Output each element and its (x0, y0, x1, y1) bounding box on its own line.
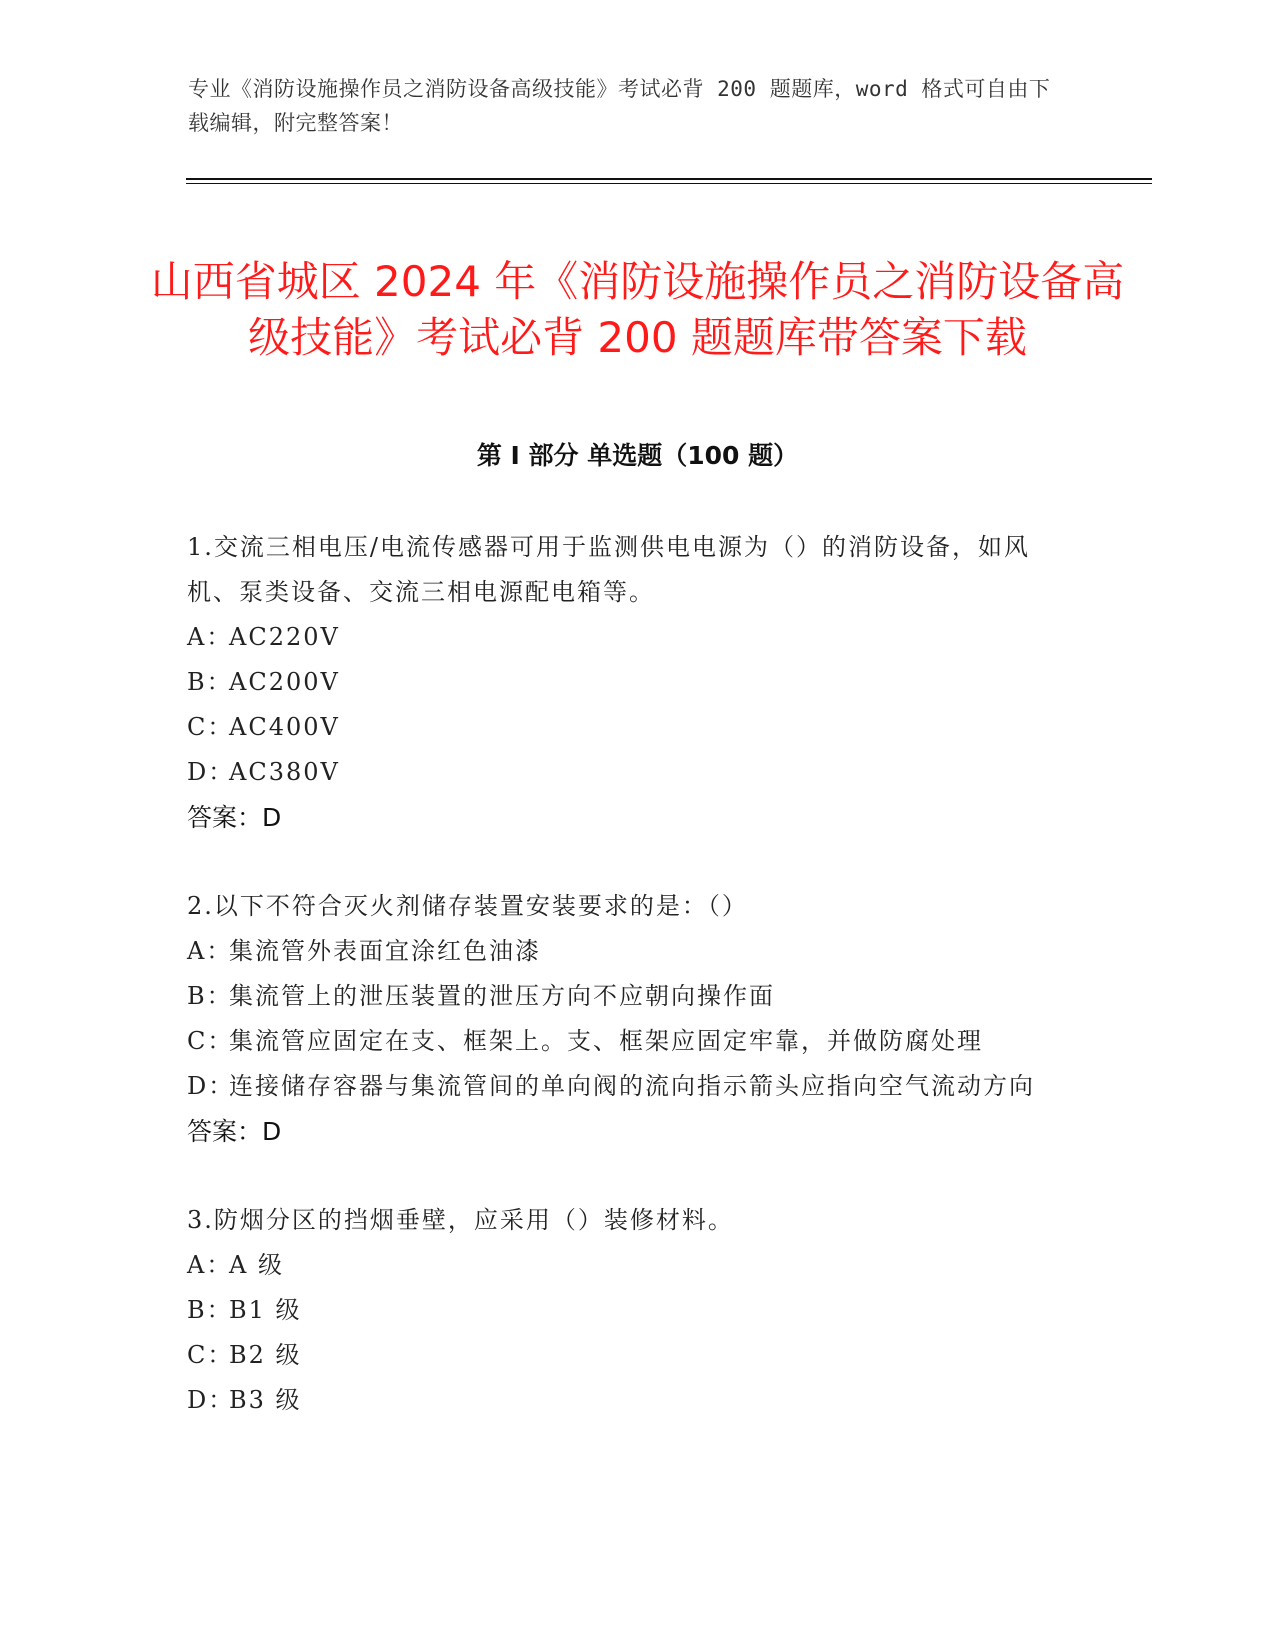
option-key: D： (187, 1386, 235, 1414)
option-key: A： (187, 623, 233, 651)
option-text: B3 级 (229, 1386, 302, 1414)
answer-line: 答案：D (187, 1117, 282, 1146)
answer-option (187, 615, 1077, 660)
header-divider-thin (186, 183, 1152, 184)
option-text: AC400V (229, 713, 340, 741)
answer-option (187, 660, 1077, 705)
answer-option (187, 705, 1077, 750)
option-text: AC380V (229, 758, 340, 786)
option-key: C： (187, 1341, 234, 1369)
question-item (187, 884, 1077, 1154)
answer-option (187, 1019, 1077, 1064)
answer-option (187, 1378, 1077, 1423)
answer-option (187, 1288, 1077, 1333)
option-text: 集流管应固定在支、框架上。支、框架应固定牢靠，并做防腐处理 (229, 1027, 983, 1055)
option-text: B2 级 (229, 1341, 302, 1369)
option-text: 集流管外表面宜涂红色油漆 (229, 937, 541, 965)
option-key: A： (187, 1251, 233, 1279)
question-stem: 2.以下不符合灭火剂储存装置安装要求的是：（） (187, 892, 748, 920)
answer-option (187, 974, 1077, 1019)
question-item (187, 1198, 1077, 1423)
question-list (187, 525, 1077, 1467)
answer-option (187, 1243, 1077, 1288)
question-stem: 1.交流三相电压/电流传感器可用于监测供电电源为（）的消防设备，如风机、泵类设备、交流三相电源配电箱等。 (187, 533, 1030, 606)
document-title: 山西省城区 2024 年《消防设施操作员之消防设备高级技能》考试必背 200 题题库带答案下载 (150, 257, 1125, 363)
answer-option (187, 1333, 1077, 1378)
option-text: AC200V (229, 668, 340, 696)
option-key: D： (187, 758, 235, 786)
header-divider-thick (186, 178, 1152, 180)
answer-line: 答案：D (187, 803, 282, 832)
option-key: D： (187, 1072, 235, 1100)
option-key: C： (187, 1027, 234, 1055)
option-key: B： (187, 668, 233, 696)
answer-option (187, 1064, 1077, 1109)
option-key: A： (187, 937, 233, 965)
option-key: B： (187, 982, 233, 1010)
option-text: 连接储存容器与集流管间的单向阀的流向指示箭头应指向空气流动方向 (229, 1072, 1035, 1100)
option-text: AC220V (229, 623, 340, 651)
option-key: B： (187, 1296, 233, 1324)
option-text: B1 级 (229, 1296, 302, 1324)
answer-option (187, 750, 1077, 795)
option-text: 集流管上的泄压装置的泄压方向不应朝向操作面 (229, 982, 775, 1010)
header-note: 专业《消防设施操作员之消防设备高级技能》考试必背 200 题题库，word 格式可自由下载编辑，附完整答案！ (188, 77, 1051, 135)
option-key: C： (187, 713, 234, 741)
answer-option (187, 929, 1077, 974)
option-text: A 级 (229, 1251, 284, 1279)
question-stem: 3.防烟分区的挡烟垂壁，应采用（）装修材料。 (187, 1206, 734, 1234)
section-heading: 第 I 部分 单选题（100 题） (476, 441, 799, 470)
question-item (187, 525, 1077, 840)
